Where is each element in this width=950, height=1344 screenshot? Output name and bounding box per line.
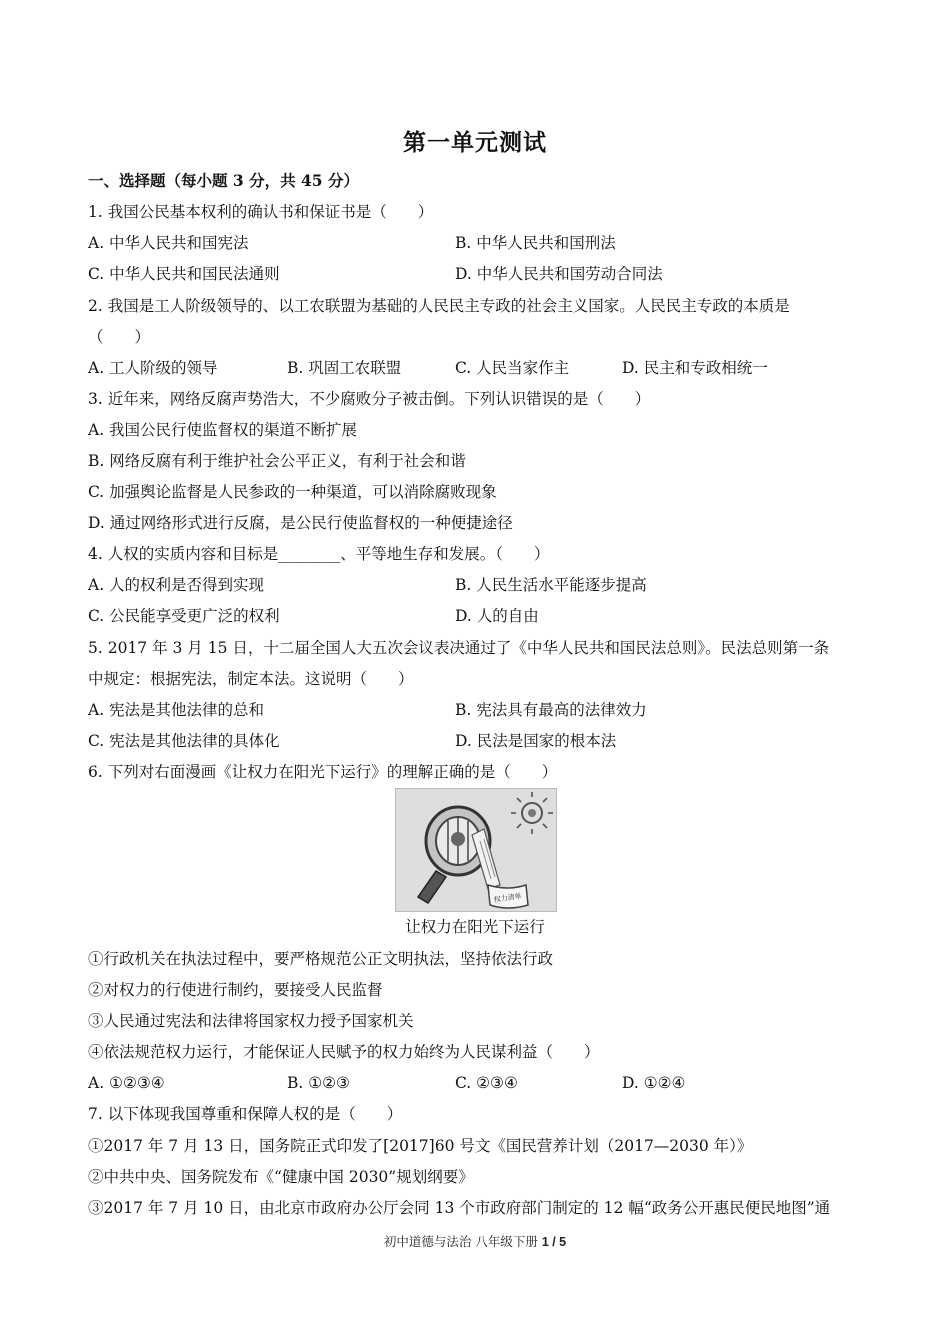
cartoon-image bbox=[395, 788, 557, 912]
section-heading: 一、选择题（每小题 3 分，共 45 分） bbox=[88, 171, 359, 190]
question-1-option-b: B. 中华人民共和国刑法 bbox=[455, 234, 616, 252]
question-6-statement-1: ①行政机关在执法过程中，要严格规范公正文明执法，坚持依法行政 bbox=[88, 950, 554, 968]
question-2-option-b: B. 巩固工农联盟 bbox=[287, 359, 402, 377]
page-title: 第一单元测试 bbox=[403, 129, 547, 156]
question-5-option-b: B. 宪法具有最高的法律效力 bbox=[455, 701, 647, 719]
question-5-stem-line-1: 5. 2017 年 3 月 15 日，十二届全国人大五次会议表决通过了《中华人民共和国民法总则》。民法总则第一条 bbox=[88, 639, 830, 657]
question-5-option-c: C. 宪法是其他法律的具体化 bbox=[88, 732, 280, 750]
question-1-option-d: D. 中华人民共和国劳动合同法 bbox=[455, 265, 663, 283]
question-3-option-a: A. 我国公民行使监督权的渠道不断扩展 bbox=[88, 421, 358, 439]
question-6-option-c: C. ②③④ bbox=[455, 1074, 518, 1092]
footer-text: 初中道德与法治 八年级下册 bbox=[383, 1234, 542, 1249]
question-5-option-a: A. 宪法是其他法律的总和 bbox=[88, 701, 265, 719]
question-2-option-c: C. 人民当家作主 bbox=[455, 359, 570, 377]
question-3-stem: 3. 近年来，网络反腐声势浩大，不少腐败分子被击倒。下列认识错误的是（ ） bbox=[88, 390, 651, 408]
question-6-stem: 6. 下列对右面漫画《让权力在阳光下运行》的理解正确的是（ ） bbox=[88, 763, 558, 781]
question-4-option-a: A. 人的权利是否得到实现 bbox=[88, 576, 265, 594]
question-6-statement-2: ②对权力的行使进行制约，要接受人民监督 bbox=[88, 981, 383, 999]
page-footer bbox=[0, 1232, 950, 1250]
question-2-option-d: D. 民主和专政相统一 bbox=[622, 359, 768, 377]
question-4-option-d: D. 人的自由 bbox=[455, 607, 539, 625]
question-6-option-a: A. ①②③④ bbox=[88, 1074, 165, 1092]
question-7-statement-3: ③2017 年 7 月 10 日，由北京市政府办公厅会同 13 个市政府部门制定的 12 幅“政务公开惠民便民地图”通 bbox=[88, 1199, 831, 1217]
question-1-option-a: A. 中华人民共和国宪法 bbox=[88, 234, 249, 252]
question-6-statement-4: ④依法规范权力运行，才能保证人民赋予的权力始终为人民谋利益（ ） bbox=[88, 1043, 600, 1061]
question-2-stem-line-2: （ ） bbox=[88, 328, 151, 346]
question-4-option-c: C. 公民能享受更广泛的权利 bbox=[88, 607, 280, 625]
question-7-statement-1: ①2017 年 7 月 13 日，国务院正式印发了[2017]60 号文《国民营养计划（2017—2030 年）》 bbox=[88, 1137, 753, 1155]
cartoon-caption: 让权力在阳光下运行 bbox=[405, 918, 545, 936]
page-number: 1 / 5 bbox=[541, 1235, 567, 1249]
question-5-option-d: D. 民法是国家的根本法 bbox=[455, 732, 617, 750]
question-3-option-d: D. 通过网络形式进行反腐，是公民行使监督权的一种便捷途径 bbox=[88, 514, 513, 532]
scroll-label: 权力清单 bbox=[493, 892, 523, 904]
question-1-option-c: C. 中华人民共和国民法通则 bbox=[88, 265, 280, 283]
question-6-statement-3: ③人民通过宪法和法律将国家权力授予国家机关 bbox=[88, 1012, 414, 1030]
question-4-stem: 4. 人权的实质内容和目标是________、平等地生存和发展。（ ） bbox=[88, 545, 550, 563]
question-5-stem-line-2: 中规定：根据宪法，制定本法。这说明（ ） bbox=[88, 670, 414, 688]
question-7-statement-2: ②中共中央、国务院发布《“健康中国 2030”规划纲要》 bbox=[88, 1168, 474, 1186]
question-1-stem: 1. 我国公民基本权利的确认书和保证书是（ ） bbox=[88, 203, 434, 221]
question-6-option-d: D. ①②④ bbox=[622, 1074, 686, 1092]
question-4-option-b: B. 人民生活水平能逐步提高 bbox=[455, 576, 647, 594]
question-3-option-b: B. 网络反腐有利于维护社会公平正义，有利于社会和谐 bbox=[88, 452, 466, 470]
question-6-option-b: B. ①②③ bbox=[287, 1074, 350, 1092]
question-7-stem: 7. 以下体现我国尊重和保障人权的是（ ） bbox=[88, 1105, 403, 1123]
question-2-option-a: A. 工人阶级的领导 bbox=[88, 359, 218, 377]
question-3-option-c: C. 加强舆论监督是人民参政的一种渠道，可以消除腐败现象 bbox=[88, 483, 497, 501]
cartoon-illustration bbox=[396, 789, 556, 911]
question-2-stem-line-1: 2. 我国是工人阶级领导的、以工农联盟为基础的人民民主专政的社会主义国家。人民民主专政的本质是 bbox=[88, 297, 790, 315]
